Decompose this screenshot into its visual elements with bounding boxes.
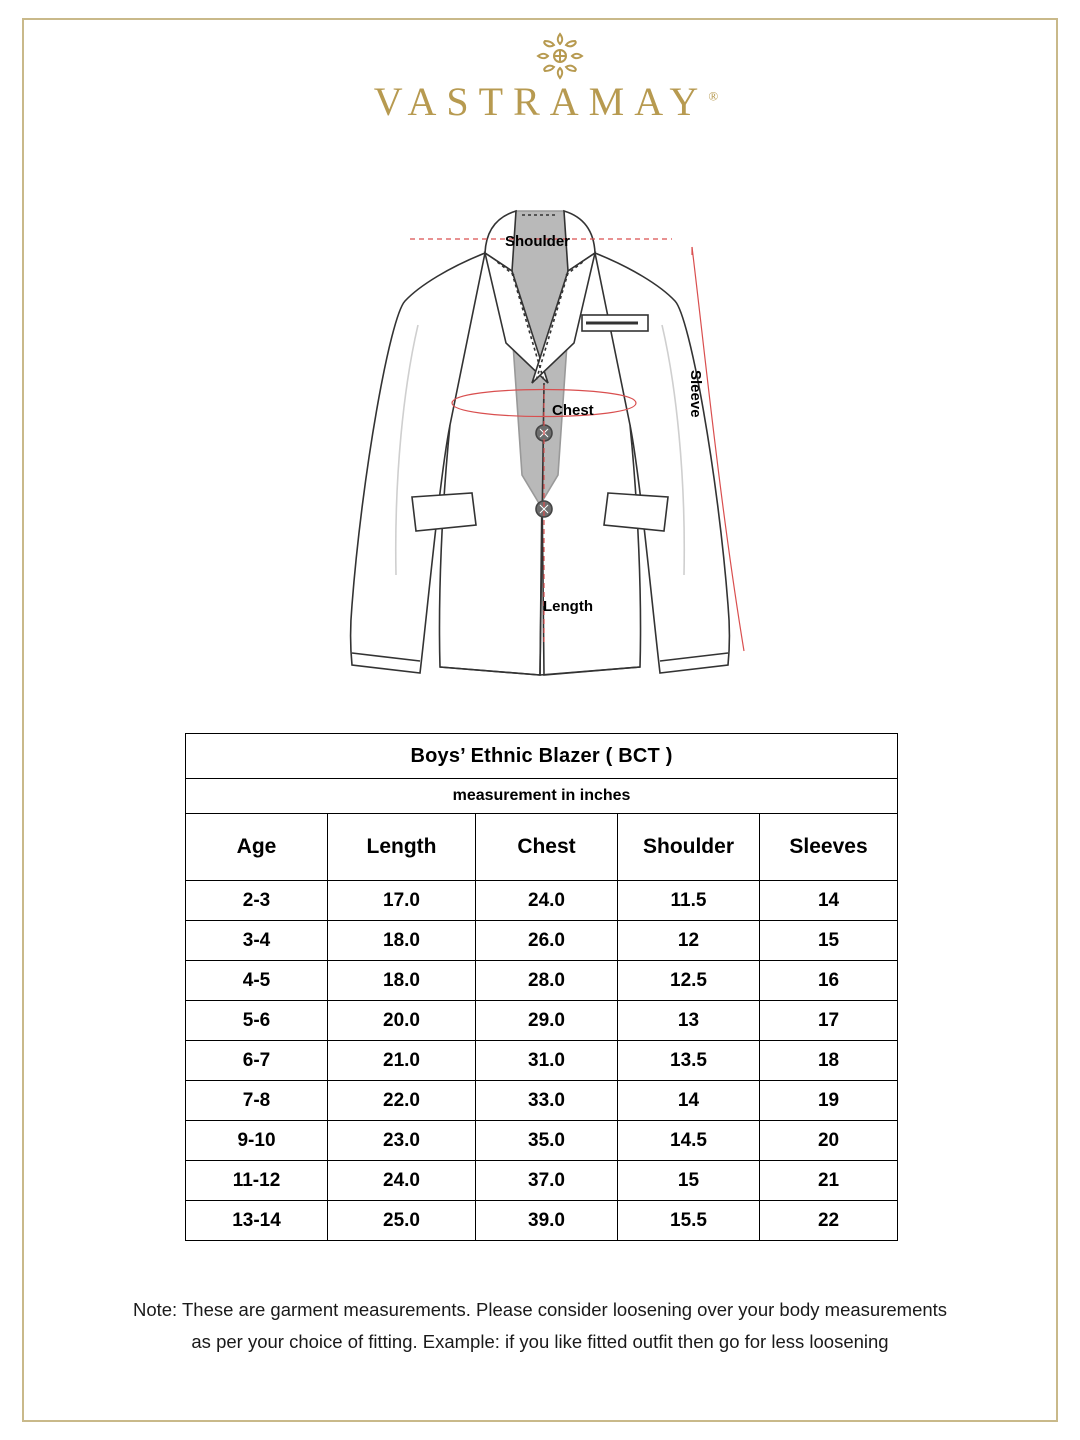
column-header-age: Age: [186, 814, 328, 881]
table-row: [186, 1041, 898, 1081]
label-chest: Chest: [552, 402, 594, 419]
cell-sleeves: 14: [760, 881, 898, 921]
cell-chest: 39.0: [476, 1201, 618, 1241]
cell-length: 23.0: [328, 1121, 476, 1161]
table-row: [186, 1081, 898, 1121]
cell-chest: 37.0: [476, 1161, 618, 1201]
cell-age: 5-6: [186, 1001, 328, 1041]
cell-length: 17.0: [328, 881, 476, 921]
floral-ornament-icon: [532, 28, 588, 84]
cell-shoulder: 15.5: [618, 1201, 760, 1241]
cell-chest: 31.0: [476, 1041, 618, 1081]
cell-sleeves: 17: [760, 1001, 898, 1041]
brand-name-text: VASTRAMAY: [373, 79, 709, 124]
cell-shoulder: 12: [618, 921, 760, 961]
cell-length: 22.0: [328, 1081, 476, 1121]
cell-length: 18.0: [328, 961, 476, 1001]
registered-mark: ®: [708, 88, 719, 104]
label-length: Length: [543, 598, 593, 615]
brand-name: [0, 78, 1080, 125]
table-row: [186, 961, 898, 1001]
table-row: [186, 1001, 898, 1041]
note-line-2: as per your choice of fitting. Example: if you like fitted outfit then go for less loosening: [191, 1331, 889, 1352]
table-subtitle-row: [186, 779, 898, 814]
cell-length: 18.0: [328, 921, 476, 961]
cell-chest: 24.0: [476, 881, 618, 921]
cell-age: 9-10: [186, 1121, 328, 1161]
cell-length: 21.0: [328, 1041, 476, 1081]
table-row: [186, 921, 898, 961]
table-row: [186, 1201, 898, 1241]
column-header-shoulder: Shoulder: [618, 814, 760, 881]
cell-shoulder: 12.5: [618, 961, 760, 1001]
table-row: [186, 1161, 898, 1201]
cell-shoulder: 15: [618, 1161, 760, 1201]
brand-header: [0, 28, 1080, 125]
cell-chest: 28.0: [476, 961, 618, 1001]
note-line-1: Note: These are garment measurements. Please consider loosening over your body measurements: [132, 1299, 948, 1320]
cell-shoulder: 14: [618, 1081, 760, 1121]
cell-shoulder: 13: [618, 1001, 760, 1041]
cell-length: 24.0: [328, 1161, 476, 1201]
cell-chest: 26.0: [476, 921, 618, 961]
cell-age: 6-7: [186, 1041, 328, 1081]
label-shoulder: Shoulder: [505, 233, 571, 250]
blazer-line-drawing: [300, 175, 780, 695]
cell-age: 13-14: [186, 1201, 328, 1241]
cell-sleeves: 22: [760, 1201, 898, 1241]
cell-shoulder: 11.5: [618, 881, 760, 921]
table-row: [186, 881, 898, 921]
cell-age: 3-4: [186, 921, 328, 961]
column-header-sleeves: Sleeves: [760, 814, 898, 881]
cell-age: 11-12: [186, 1161, 328, 1201]
table-title-row: [186, 734, 898, 779]
cell-age: 7-8: [186, 1081, 328, 1121]
table-header-row: [186, 814, 898, 881]
cell-age: 4-5: [186, 961, 328, 1001]
table-subtitle: measurement in inches: [186, 779, 898, 814]
size-chart-table-wrapper: [185, 733, 897, 1241]
column-header-chest: Chest: [476, 814, 618, 881]
note-text: [48, 1294, 1032, 1358]
cell-sleeves: 15: [760, 921, 898, 961]
cell-age: 2-3: [186, 881, 328, 921]
cell-chest: 33.0: [476, 1081, 618, 1121]
table-row: [186, 1121, 898, 1161]
cell-sleeves: 20: [760, 1121, 898, 1161]
column-header-length: Length: [328, 814, 476, 881]
cell-length: 20.0: [328, 1001, 476, 1041]
cell-shoulder: 14.5: [618, 1121, 760, 1161]
cell-sleeves: 21: [760, 1161, 898, 1201]
cell-shoulder: 13.5: [618, 1041, 760, 1081]
cell-sleeves: 19: [760, 1081, 898, 1121]
cell-length: 25.0: [328, 1201, 476, 1241]
label-sleeve: Sleeve: [687, 370, 704, 418]
table-title: Boys’ Ethnic Blazer ( BCT ): [186, 734, 898, 779]
size-chart-table: [185, 733, 898, 1241]
cell-chest: 35.0: [476, 1121, 618, 1161]
cell-sleeves: 18: [760, 1041, 898, 1081]
cell-sleeves: 16: [760, 961, 898, 1001]
cell-chest: 29.0: [476, 1001, 618, 1041]
